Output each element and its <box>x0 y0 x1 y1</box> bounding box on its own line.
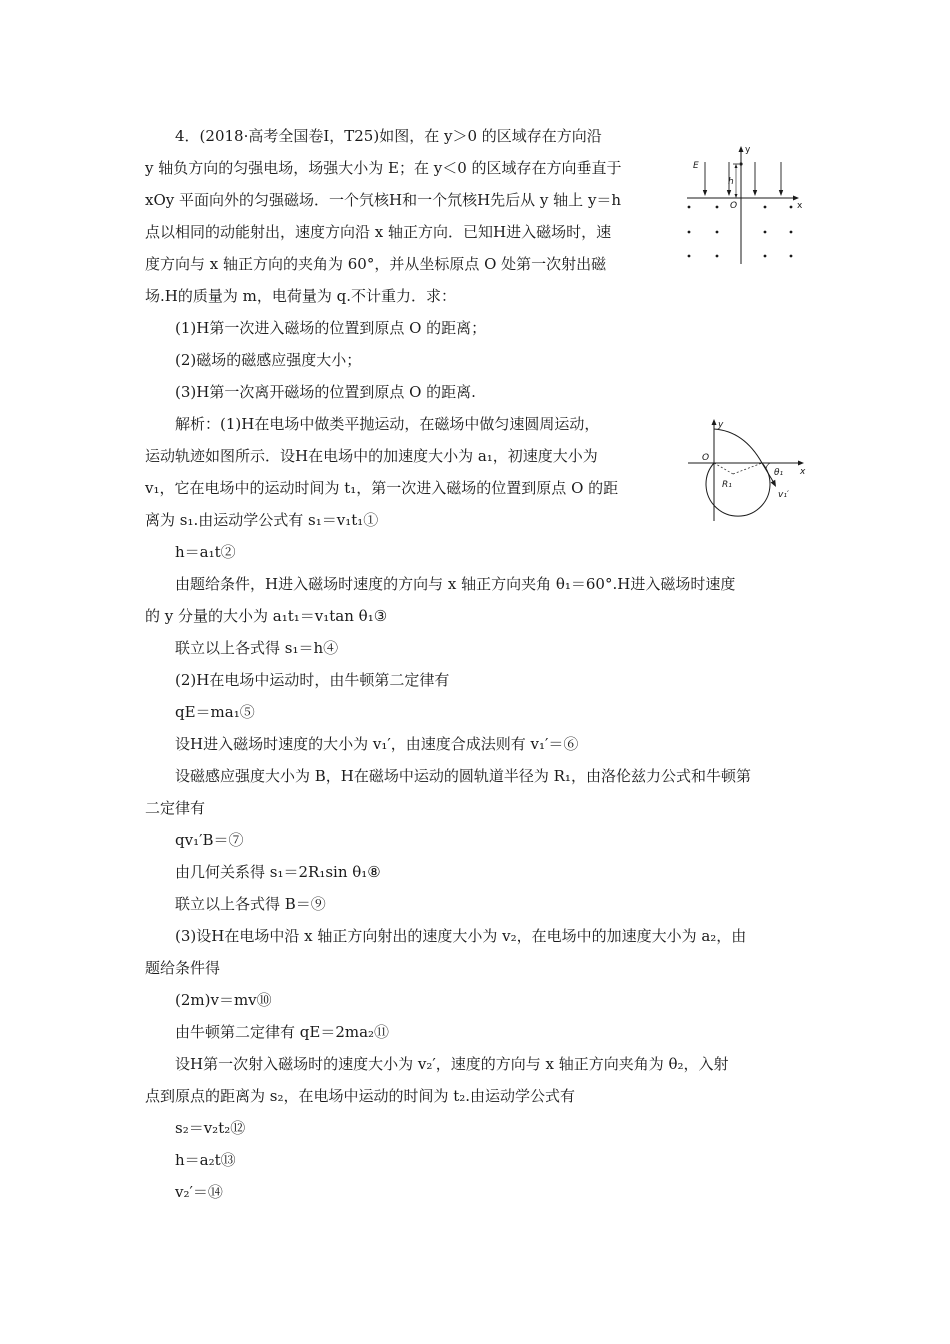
y-axis-arrow-icon <box>739 146 744 152</box>
solution-step-20: h＝a₂t⑬ <box>175 1151 236 1169</box>
field-arrow-icon <box>753 190 757 196</box>
solution-line-3: v₁，它在电场中的运动时间为 t₁，第一次进入磁场的位置到原点 O 的距 <box>145 479 619 497</box>
solution-step-2: 由题给条件，H进入磁场时速度的方向与 x 轴正方向夹角 θ₁＝60°.H进入磁场时速度 <box>175 575 736 593</box>
solution-step-12: 联立以上各式得 B＝⑨ <box>175 895 326 913</box>
magnetic-field-dots <box>688 206 793 258</box>
angle-label: θ₁ <box>774 468 784 478</box>
origin-label: O <box>730 201 738 211</box>
problem-line-5: 度方向与 x 轴正方向的夹角为 60°，并从坐标原点 O 处第一次射出磁 <box>145 255 607 273</box>
x-axis-arrow-icon <box>793 196 799 201</box>
y-axis-label: y <box>745 145 751 155</box>
radius-line <box>733 463 762 474</box>
solution-line-2: 运动轨迹如图所示．设H在电场中的加速度大小为 a₁，初速度大小为 <box>145 447 598 465</box>
solution-step-19: s₂＝v₂t₂⑫ <box>175 1119 246 1137</box>
solution-step-9: 二定律有 <box>145 799 206 817</box>
solution-step-11: 由几何关系得 s₁＝2R₁sin θ₁⑧ <box>175 863 381 881</box>
problem-line-3: xOy 平面向外的匀强磁场．一个氕核H和一个氘核H先后从 y 轴上 y＝h <box>145 191 622 209</box>
h-arrow-up-icon <box>735 164 738 168</box>
solution-step-1: h＝a₁t② <box>175 543 236 561</box>
height-h-label: h <box>728 177 734 187</box>
launch-point <box>739 162 742 165</box>
parabolic-trajectory <box>714 429 762 463</box>
solution-step-7: 设H进入磁场时速度的大小为 v₁′，由速度合成法则有 v₁′＝⑥ <box>175 735 579 753</box>
field-arrow-icon <box>727 190 731 196</box>
solution-step-14: 题给条件得 <box>145 959 221 977</box>
solution-step-16: 由牛顿第二定律有 qE＝2ma₂⑪ <box>175 1023 390 1041</box>
velocity-label: v₁′ <box>778 490 789 500</box>
solution-line-4: 离为 s₁.由运动学公式有 s₁＝v₁t₁① <box>145 511 379 529</box>
origin-label: O <box>702 453 710 463</box>
solution-line-1: 解析：(1)H在电场中做类平抛运动，在磁场中做匀速圆周运动， <box>175 415 600 433</box>
question-1: (1)H第一次进入磁场的位置到原点 O 的距离； <box>175 319 487 337</box>
solution-step-4: 联立以上各式得 s₁＝h④ <box>175 639 339 657</box>
problem-line-1: 4．(2018·高考全国卷Ⅰ，T25)如图，在 y＞0 的区域存在方向沿 <box>175 127 602 145</box>
circular-trajectory <box>706 463 770 516</box>
x-axis-label: x <box>797 201 803 211</box>
x-axis-arrow-icon <box>798 461 804 466</box>
solution-step-18: 点到原点的距离为 s₂，在电场中运动的时间为 t₂.由运动学公式有 <box>145 1087 576 1105</box>
y-axis-arrow-icon <box>712 419 717 425</box>
solution-step-5: (2)H在电场中运动时，由牛顿第二定律有 <box>175 671 450 689</box>
solution-step-10: qv₁′B＝⑦ <box>175 831 244 849</box>
question-3: (3)H第一次离开磁场的位置到原点 O 的距离. <box>175 383 476 401</box>
solution-step-8: 设磁感应强度大小为 B，H在磁场中运动的圆轨道半径为 R₁，由洛伦兹力公式和牛顿第 <box>175 767 751 785</box>
problem-line-4: 点以相同的动能射出，速度方向沿 x 轴正方向．已知H进入磁场时，速 <box>145 223 612 241</box>
solution-step-13: (3)设H在电场中沿 x 轴正方向射出的速度大小为 v₂，在电场中的加速度大小为 a₂，由 <box>175 927 747 945</box>
solution-step-15: (2m)v＝mv⑩ <box>175 991 272 1009</box>
x-axis-label: x <box>800 467 806 477</box>
solution-step-3: 的 y 分量的大小为 a₁t₁＝v₁tan θ₁③ <box>145 607 388 625</box>
radius-label: R₁ <box>722 480 732 490</box>
y-axis-label: y <box>718 420 724 430</box>
field-arrow-icon <box>703 190 707 196</box>
question-2: (2)磁场的磁感应强度大小； <box>175 351 362 369</box>
trajectory-diagram-figure <box>686 417 810 527</box>
h-arrow-down-icon <box>735 194 738 198</box>
problem-line-6: 场.H的质量为 m，电荷量为 q.不计重力．求： <box>145 287 456 305</box>
field-diagram-figure <box>683 140 805 270</box>
solution-step-6: qE＝ma₁⑤ <box>175 703 255 721</box>
field-e-label: E <box>693 161 699 171</box>
radius-line <box>714 463 733 474</box>
solution-step-21: v₂′＝⑭ <box>175 1183 223 1201</box>
problem-line-2: y 轴负方向的匀强电场，场强大小为 E；在 y＜0 的区域存在方向垂直于 <box>145 159 622 177</box>
solution-step-17: 设H第一次射入磁场时的速度大小为 v₂′，速度的方向与 x 轴正方向夹角为 θ₂，入射 <box>175 1055 729 1073</box>
field-arrow-icon <box>779 190 783 196</box>
